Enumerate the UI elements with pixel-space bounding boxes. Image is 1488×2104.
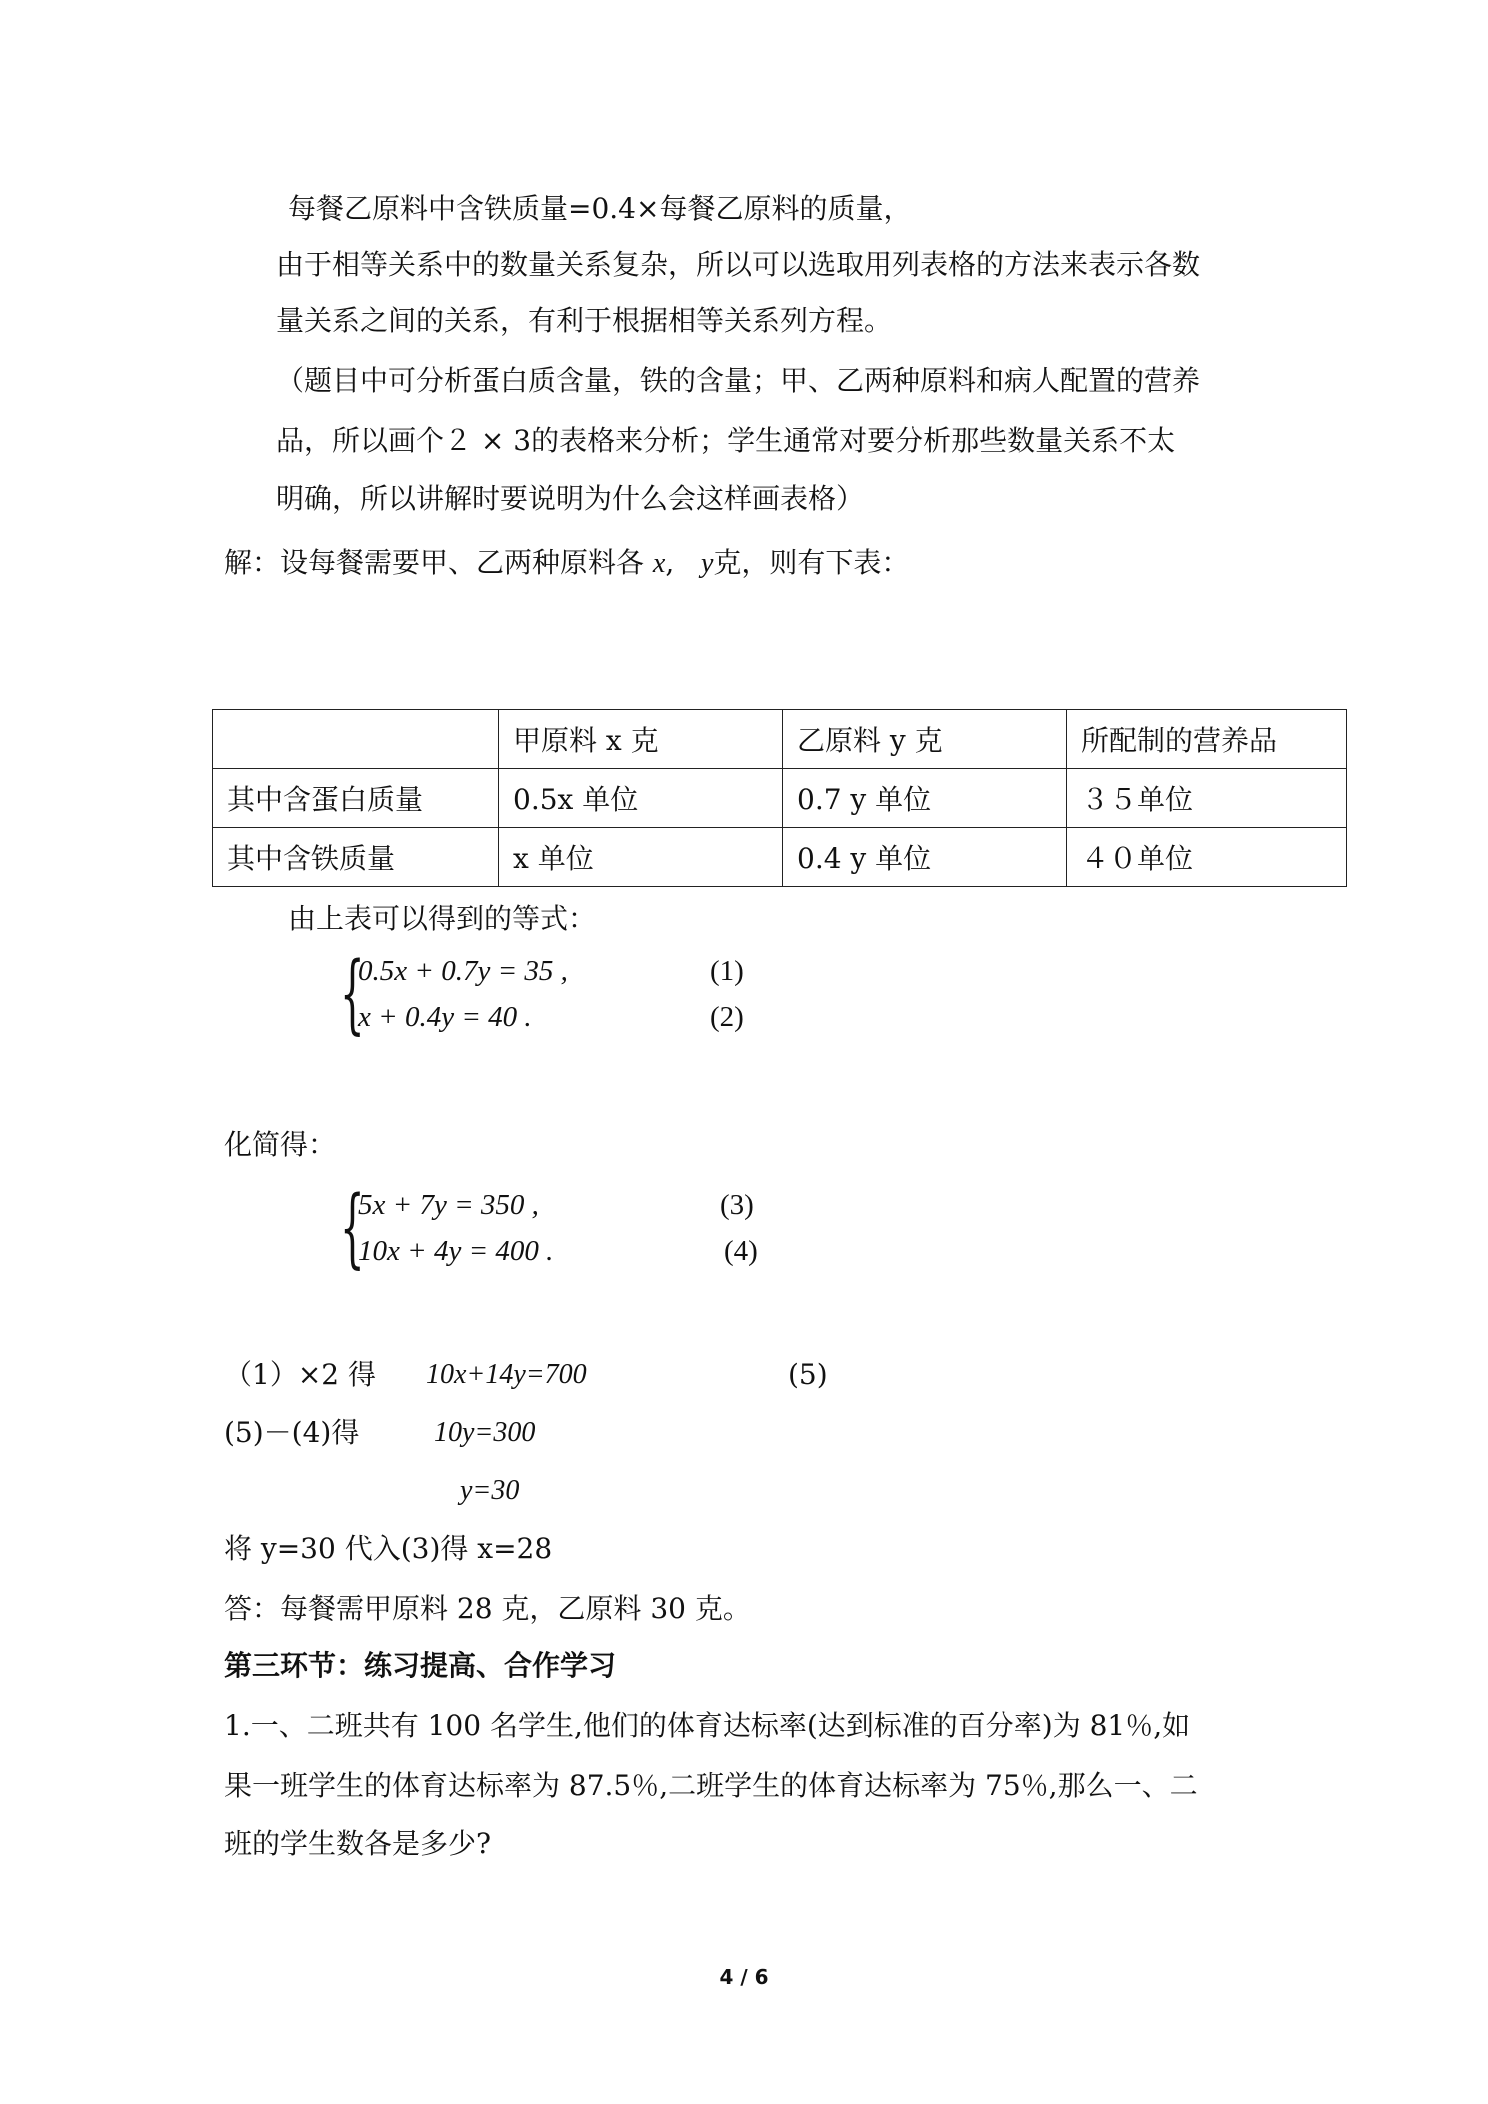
table-cell: ３５单位 [1067, 769, 1347, 828]
table-cell: 甲原料 x 克 [499, 710, 783, 769]
step-3-equation: y=30 [460, 1475, 520, 1506]
step-2-label: (5)－(4)得 [224, 1416, 360, 1449]
table-cell: 0.7 y 单位 [783, 769, 1067, 828]
table-cell: 所配制的营养品 [1067, 710, 1347, 769]
brace-icon: { [340, 944, 365, 1044]
paragraph-note-line3: 明确，所以讲解时要说明为什么会这样画表格） [276, 482, 865, 515]
table-cell: 其中含铁质量 [213, 828, 499, 887]
table-cell: ４０单位 [1067, 828, 1347, 887]
table-row [213, 769, 1347, 828]
table-cell: 0.5x 单位 [499, 769, 783, 828]
table-row [213, 828, 1347, 887]
paragraph-table-method-line1: 由于相等关系中的数量关系复杂，所以可以选取用列表格的方法来表示各数 [276, 248, 1201, 281]
exercise-line-2: 果一班学生的体育达标率为 87.5％,二班学生的体育达标率为 75％,那么一、二 [224, 1769, 1198, 1802]
equation-3: 5x + 7y = 350 , [358, 1189, 539, 1221]
exercise-line-1: 1.一、二班共有 100 名学生,他们的体育达标率(达到标准的百分率)为 81％,如 [224, 1709, 1191, 1742]
equation-number-4: (4) [724, 1235, 758, 1267]
nutrition-table [212, 709, 1347, 887]
table-header-row [213, 710, 1347, 769]
equation-4: 10x + 4y = 400 . [358, 1235, 554, 1267]
equation-1: 0.5x + 0.7y = 35 , [358, 955, 568, 987]
equation-number-2: (2) [710, 1001, 744, 1033]
table-cell [213, 710, 499, 769]
exercise-line-3: 班的学生数各是多少? [224, 1827, 492, 1860]
step-1-label: （1）×2 得 [224, 1358, 376, 1391]
equation-number-3: (3) [720, 1189, 754, 1221]
equation-2: x + 0.4y = 40 . [358, 1001, 532, 1033]
step-2-equation: 10y=300 [434, 1417, 536, 1448]
simplify-label: 化简得： [224, 1128, 337, 1161]
equation-system-1 [340, 944, 800, 1045]
table-cell: 其中含蛋白质量 [213, 769, 499, 828]
table-cell: 0.4 y 单位 [783, 828, 1067, 887]
equation-system-2 [340, 1178, 800, 1279]
step-1-equation: 10x+14y=700 [426, 1359, 587, 1390]
derive-label: 由上表可以得到的等式： [288, 902, 597, 935]
paragraph-note-line2: 品，所以画个２ × 3的表格来分析；学生通常对要分析那些数量关系不太 [276, 424, 1176, 457]
step-4-substitution: 将 y=30 代入(3)得 x=28 [224, 1532, 553, 1565]
brace-icon: { [340, 1178, 365, 1278]
section-title: 第三环节：练习提高、合作学习 [224, 1649, 617, 1682]
step-1-number: (5) [788, 1358, 828, 1391]
paragraph-note-line1: （题目中可分析蛋白质含量，铁的含量；甲、乙两种原料和病人配置的营养 [276, 364, 1201, 397]
solution-intro: 解：设每餐需要甲、乙两种原料各 x, y克，则有下表： [224, 546, 910, 579]
page-number: 4 / 6 [719, 1965, 769, 1989]
paragraph-iron-mass: 每餐乙原料中含铁质量=0.4×每餐乙原料的质量， [288, 192, 912, 225]
answer: 答：每餐需甲原料 28 克，乙原料 30 克。 [224, 1592, 751, 1625]
equation-number-1: (1) [710, 955, 744, 987]
table-cell: 乙原料 y 克 [783, 710, 1067, 769]
paragraph-table-method-line2: 量关系之间的关系，有利于根据相等关系列方程。 [276, 304, 893, 337]
table-cell: x 单位 [499, 828, 783, 887]
